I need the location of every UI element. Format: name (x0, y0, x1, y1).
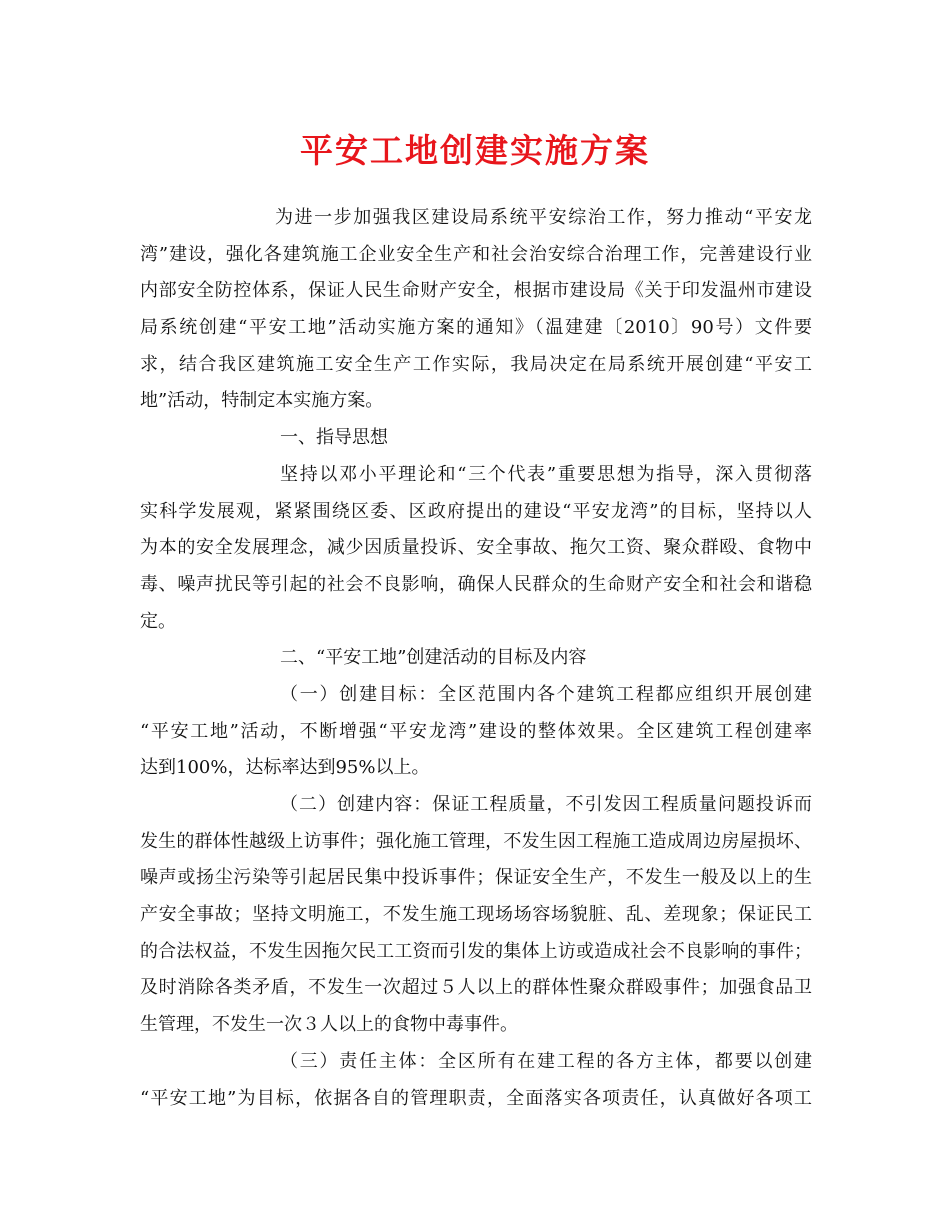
paragraph-line: “平安工地”活动，不断增强“平安龙湾”建设的整体效果。全区建筑工程创建率 (140, 720, 812, 742)
paragraph-line: 达到100%，达标率达到95%以上。 (140, 757, 430, 779)
paragraph-line: 毒、噪声扰民等引起的社会不良影响，确保人民群众的生命财产安全和社会和谐稳 (140, 573, 812, 595)
paragraph-line: 湾”建设，强化各建筑施工企业安全生产和社会治安综合治理工作，完善建设行业 (140, 243, 812, 265)
paragraph-line: 坚持以邓小平理论和“三个代表”重要思想为指导，深入贯彻落 (280, 463, 812, 485)
paragraph-line: 发生的群体性越级上访事件；强化施工管理，不发生因工程施工造成周边房屋损坏、 (140, 830, 812, 852)
document-body (140, 200, 812, 1117)
paragraph-line: 的合法权益，不发生因拖欠民工工资而引发的集体上访或造成社会不良影响的事件； (140, 940, 812, 962)
paragraph-line: （一）创建目标：全区范围内各个建筑工程都应组织开展创建 (280, 683, 812, 705)
paragraph-line: 定。 (140, 610, 176, 632)
paragraph-line: 内部安全防控体系，保证人民生命财产安全，根据市建设局《关于印发温州市建设 (140, 280, 812, 302)
paragraph-line: （三）责任主体：全区所有在建工程的各方主体，都要以创建 (280, 1050, 812, 1072)
paragraph-line: 为进一步加强我区建设局系统平安综治工作，努力推动“平安龙 (275, 207, 812, 228)
paragraph-line: “平安工地”为目标，依据各自的管理职责，全面落实各项责任，认真做好各项工 (140, 1087, 812, 1109)
paragraph-line: （二）创建内容：保证工程质量，不引发因工程质量问题投诉而 (280, 794, 812, 815)
paragraph-line: 局系统创建“平安工地”活动实施方案的通知》（温建建〔2010〕90号）文件要 (140, 317, 812, 339)
page-title: 平安工地创建实施方案 (300, 131, 650, 170)
section-heading: 二、“平安工地”创建活动的目标及内容 (280, 647, 587, 669)
paragraph-line: 实科学发展观，紧紧围绕区委、区政府提出的建设“平安龙湾”的目标，坚持以人 (140, 500, 812, 522)
paragraph-line: 产安全事故；坚持文明施工，不发生施工现场场容场貌脏、乱、差现象；保证民工 (140, 904, 812, 926)
paragraph-line: 噪声或扬尘污染等引起居民集中投诉事件；保证安全生产，不发生一般及以上的生 (140, 867, 812, 889)
paragraph-line: 求，结合我区建筑施工安全生产工作实际，我局决定在局系统开展创建“平安工 (140, 353, 812, 375)
paragraph-line: 生管理，不发生一次３人以上的食物中毒事件。 (140, 1014, 518, 1036)
paragraph-line: 地”活动，特制定本实施方案。 (140, 390, 384, 412)
paragraph-line: 为本的安全发展理念，减少因质量投诉、安全事故、拖欠工资、聚众群殴、食物中 (140, 537, 812, 559)
paragraph-line: 及时消除各类矛盾，不发生一次超过５人以上的群体性聚众群殴事件；加强食品卫 (140, 977, 812, 999)
section-heading: 一、指导思想 (280, 427, 388, 449)
